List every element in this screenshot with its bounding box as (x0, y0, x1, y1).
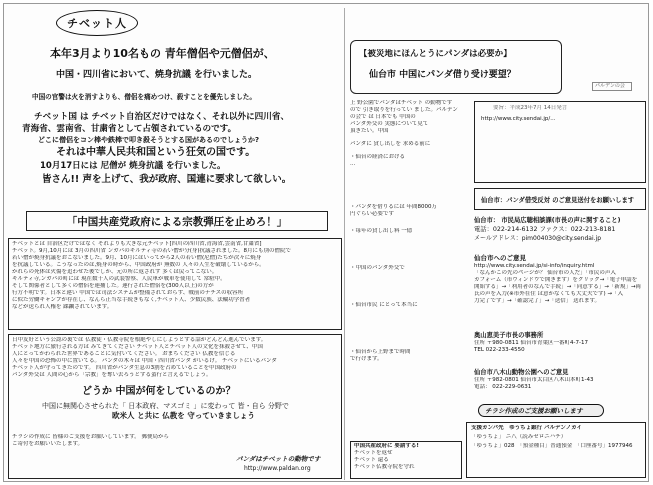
body-line: チベットとは 自治区だけではなく それよりも大きな元チベット[四川の四川省,青海省,雲南省,甘粛省] (12, 241, 262, 247)
inquiry-block (474, 254, 646, 324)
flyer-page (3, 3, 649, 482)
note-line: ので 引き取りを行ってい ました。パルデン (350, 107, 458, 113)
inquiry-line: 開始する」→「利用者のなんで手続」→「同意する」→「新規」→両 (474, 284, 641, 290)
mayor-address: 住所 〒980-0811 仙台市青葉区一番町4-7-17 (474, 340, 588, 346)
note-line: ・中国のパンダ外交で (350, 265, 405, 271)
bank-line: 「ゆうちょ」028 「預金種目」普通預金 「口座番号」1977946 (471, 443, 633, 449)
body-line: キルティ寺,ンガパの町には 現在数千人の武装警察、人民軍が戦車を使用して 常駐中。 (12, 276, 226, 282)
contact-title: 仙台市： 市民局広聴相談課(市長の声に関すること) (474, 217, 621, 224)
zoo-tel: 電話： 022-229-0631 (474, 384, 532, 390)
headline-3: 中国の官警は火を消すよりも、僧侶を痛めつけ、殺すことを優先しました。 (32, 93, 256, 101)
note-line: で行けます。 (350, 356, 383, 362)
note-line: 上 野公園でパンダはチベット の動物です (350, 100, 453, 106)
body-box (8, 238, 342, 330)
body-line: そして関係者として多くの僧侶を連捕した。連行された僧侶を(300人以上)の方が (12, 283, 214, 289)
quote-box (474, 101, 646, 183)
column-divider (344, 8, 345, 480)
headline-1: 本年3月より10名もの 青年僧侶や元僧侶が、 (50, 47, 275, 60)
body-line: チベット。9月,10月には 3月の四川省 ンガパのキルティ寺の若い僧が分(身)抗議されました。8月にも別の僧院で (12, 248, 292, 254)
para2-line: パンダ外交は 人間の心から「宗教」を奪い去ろうとする蛮行と言えるでしょう。 (12, 372, 212, 378)
question-heading: どうか 中国が何をしているのか？ (82, 386, 236, 397)
demand-line: チベットを返せ (354, 450, 393, 456)
para2-line: チベット人が守ってきたのです。 四川省がパンダ生息の3割を占めていることを中国政府の (12, 365, 237, 371)
demand-line: 中国共産政府に 要請する! (354, 443, 419, 449)
note-line: の会で は 日本でも 中国の (350, 114, 416, 120)
para1-line-1: チベット国 は チベット自治区だけではなく、それ以外に四川省、 (34, 112, 290, 122)
note-line: パンダに 貸し出しを 求める前に (350, 141, 431, 147)
inquiry-title: 仙台市へのご意見 (474, 254, 526, 262)
note-line: ・パンダを借りるには 年間8000万 (350, 204, 438, 210)
note-line: ・仙台の経済における (350, 154, 406, 160)
quote-header: 要旨：平成23年7月 14日発言 (493, 105, 568, 111)
quote-url: http://www.city.sendai.jp/... (481, 116, 556, 122)
contact-block (474, 216, 646, 246)
title-box (350, 40, 562, 94)
stamp-label: パルデンの会 (592, 82, 632, 91)
body-line: に似た労働キャンプが存在し、なんら正当な手続きもなく,チベット人、少数民族、法輪功学習者 (12, 297, 251, 303)
left-notes (350, 100, 468, 440)
demand-line: チベット仏教寺院を守れ (354, 464, 415, 470)
tibetan-badge (56, 10, 138, 36)
inquiry-line: 「なんかこの先のページが？ 仙台市の人だ」「市民の声入 (474, 270, 616, 276)
footer-panda-note: パンダはチベットの動物です (236, 455, 321, 463)
body-line: かれらの死体は火傷を追わせた後でしか、元の所に返されず 多くは戻ってこない。 (12, 269, 218, 275)
para1-line-2: 青海省、雲南省、甘粛省として占領されているのです。 (22, 124, 237, 134)
inquiry-line: カフォーム（市ウィンドウで開きます）をクリック→「電子申請を (474, 277, 638, 283)
demand-line: チベット 還る (354, 457, 389, 463)
title-line-1: 【被災地にほんとうにパンダは必要か】 (359, 49, 512, 59)
appeal-box (474, 188, 646, 210)
bank-line: 「ゆうちょ」 ニ八（読みゼロニハチ） (471, 434, 567, 440)
support-ribbon: チラシ作成のご支援お願いします (478, 404, 604, 417)
badge-text: チベット人 (67, 17, 127, 30)
note-line: ... (350, 161, 356, 167)
mayor-tel: TEL 022-233-4550 (474, 347, 525, 353)
body-line: を抗議している。こうなったのは,焼身の時から、中国政府が 無数の 人々の人生を破壊しているから。 (12, 262, 265, 268)
bank-title: 支援カンパ先 ゆうちょ銀行 パルデンノカイ (471, 425, 582, 431)
para1-line-4: それは中華人民共和国という狂気の国です。 (56, 147, 256, 158)
note-line: 頂きたい。中国 (350, 128, 389, 134)
bank-box (466, 422, 646, 478)
zoo-address: 住所 〒982-0801 仙台市太白区八木山本町1-43 (474, 377, 594, 383)
para2-line: 人々を中国の恐怖の中に置いてる。 パンダの木々は 中国・四川省パンダ がいるけ。 チベットにいるパンダ (12, 358, 277, 364)
headline-2: 中国・四川省において、焼身抗議 を行いました。 (56, 70, 257, 80)
inquiry-line: 氏の声を入力(※市外在住 は意かなくても大丈夫です) →「入 (474, 291, 624, 297)
body-line: 若い僧が焼身抗議をおこないました。9月、10月にはいってから2人の若い僧(尼僧)たちが次々に焼身 (12, 255, 262, 261)
body-line: 行方不明です。日本と違い 中国では司法システムが整備されておらず、戦前のナチスの収容所 (12, 290, 244, 296)
main-paragraph (16, 111, 340, 207)
zoo-title: 仙台市八木山動物公園へのご意見 (474, 369, 569, 376)
para1-line-6: 皆さん!! 声を上げて、我が政府、国連に要求して欲しい。 (42, 174, 292, 185)
contact-mail[interactable]: メールアドレス：pim004030@city.sendai.jp (474, 235, 602, 242)
para1-line-3: どこに僧侶をコン棒や鉄棒で叩き殺そうとする国があるのでしょうか? (38, 136, 260, 144)
para2-line: チベット地方に旅行される方は みてきてください チベット人とチベット人の文化を抹殺させて、中国 (12, 344, 263, 350)
contact-phone: 電話：022-214-6132 ファクス：022-213-8181 (474, 226, 616, 233)
note-line: ・仙台から上野まで時間 (350, 349, 411, 355)
appeal-text: 仙台市：パンダ借受反対 のご意見送付をお願いします (481, 196, 635, 204)
mayor-block (474, 331, 646, 363)
footer-line-2: ご寄付をお願いいたします。 (12, 441, 84, 447)
title-line-2: 仙台市 中国にパンダ借り受け要望？ (369, 70, 516, 80)
note-line: ・毎年の貸し出し料 一億 (350, 228, 413, 234)
note-line: パンダ外交の 実態について見て (350, 121, 429, 127)
para2-line: 日中友好という公認の裏では 仏教徒・仏教寺院を根絶やしにしようとする話がどんどん進んでいます。 (12, 337, 267, 343)
slogan-text: 「中国共産党政府による宗教弾圧を止めろ！」 (66, 215, 288, 228)
footer-line-1: チラシの作成に 皆様のご支援をお願いしています。 郵便局から (12, 434, 170, 440)
mayor-title: 奥山恵美子市長の事務所 (474, 332, 544, 339)
inquiry-line: 力完了です」→「確認完了」→「送信」 送れます。 (474, 298, 601, 304)
para3-line: 中国に無関心させられた「 日本政府、マスゴミ 」に変わって 皆・自ら 分野で (42, 402, 289, 410)
note-line: ・仙台市民 にとって本当に (350, 302, 418, 308)
para3-line: 欧米人 と共に 仏教を 守っていきましょう (112, 411, 255, 420)
para2-line: 人にとってかわられた世界であることに気付いてください。 おまちください 仏教を信じる (12, 351, 236, 357)
footer-url: http://www.paldan.org (244, 465, 311, 472)
slogan-box (26, 211, 328, 231)
inquiry-link[interactable]: http://www.city.sendai.jp/si-info/inquiry.html (474, 263, 595, 269)
demand-box (350, 441, 462, 479)
note-line: 円ぐらい必要です (350, 211, 395, 217)
zoo-block (474, 368, 646, 400)
para1-line-5: 10月17日には 尼僧が 焼身抗議 を行いました。 (40, 161, 226, 171)
body-line: などが送られ人権を 蹂躙されています。 (12, 304, 113, 310)
